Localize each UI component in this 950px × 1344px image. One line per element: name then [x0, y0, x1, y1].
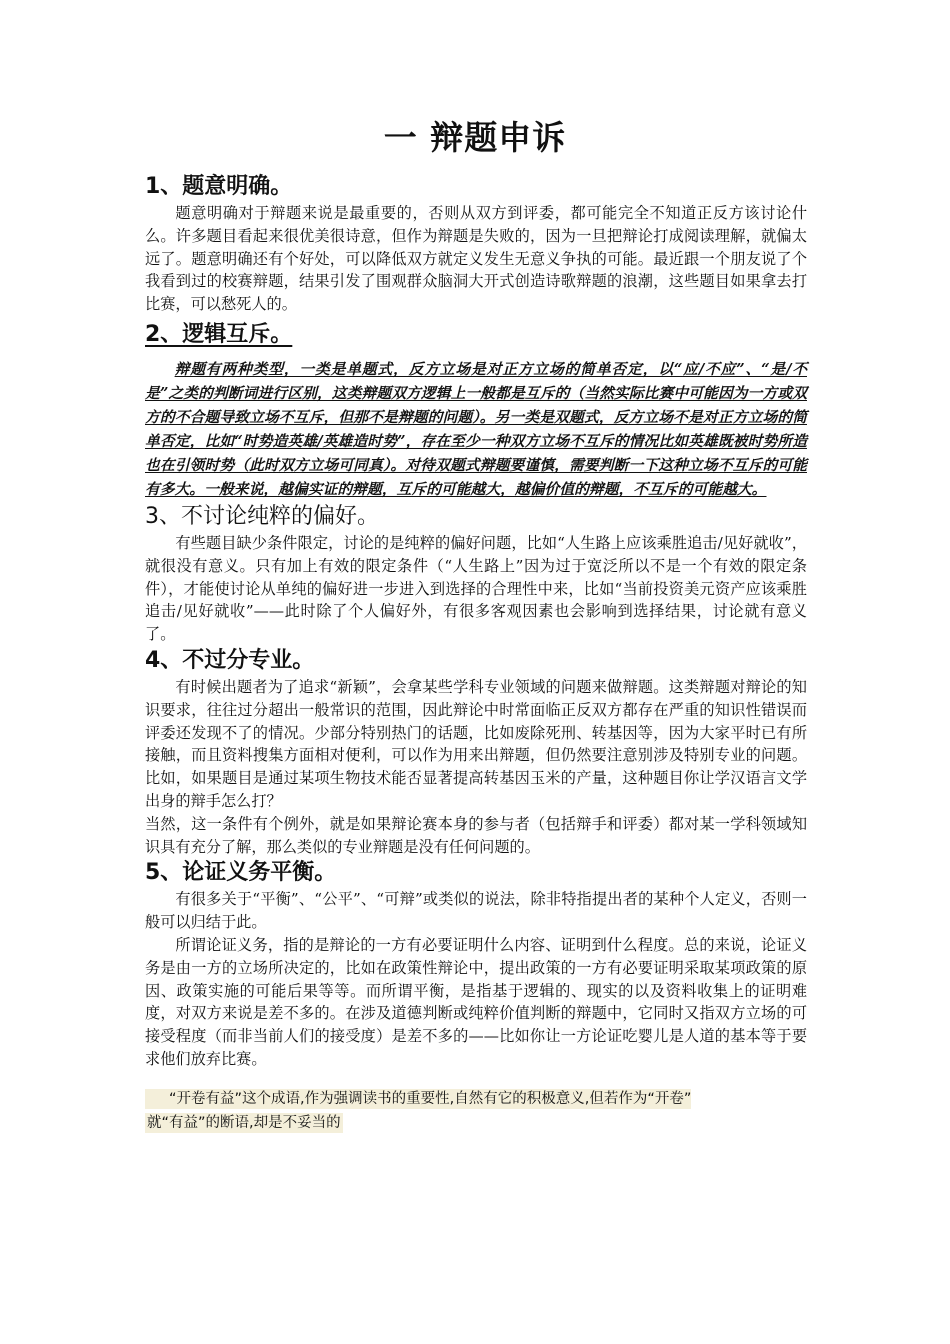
- paragraph: 当然，这一条件有个例外，就是如果辩论赛本身的参与者（包括辩手和评委）都对某一学科领域知识具有充分了解，那么类似的专业辩题是没有任何问题的。: [145, 814, 807, 856]
- paragraph: 有很多关于“平衡”、“公平”、“可辩”或类似的说法，除非特指提出者的某种个人定义，否则一般可以归结于此。: [145, 890, 807, 932]
- paragraph: 有时候出题者为了追求“新颖”，会拿某些学科专业领域的问题来做辩题。这类辩题对辩论的知识要求，往往过分超出一般常识的范围，因此辩论中时常面临正反双方都存在严重的知识性错误而评委还发现不了的情况。少部分特别热门的话题，比如废除死刑、转基因等，因为大家平时已有所接触，而且资料搜集方面相对便利，可以作为用来出辩题，但仍然要注意别涉及特别专业的问题。比如，如果题目是通过某项生物技术能否显著提高转基因玉米的产量，这种题目你让学汉语言文学出身的辩手怎么打？: [145, 677, 807, 810]
- paragraph: 有些题目缺少条件限定，讨论的是纯粹的偏好问题，比如“人生路上应该乘胜追击/见好就收”，就很没有意义。只有加上有效的限定条件（“人生路上”因为过于宽泛所以不是一个有效的限定条件），才能使讨论从单纯的偏好进一步进入到选择的合理性中来，比如“当前投资美元资产应该乘胜追击/见好就收”——此时除了个人偏好外，有很多客观因素也会影响到选择结果，讨论就有意义了。: [145, 533, 807, 644]
- paragraph: 题意明确对于辩题来说是最重要的，否则从双方到评委，都可能完全不知道正反方该讨论什么。许多题目看起来很优美很诗意，但作为辩题是失败的，因为一旦把辩论打成阅读理解，就偏太远了。题意明确还有个好处，可以降低双方就定义发生无意义争执的可能。最近跟一个朋友说了个我看到过的校赛辩题，结果引发了围观群众脑洞大开式创造诗歌辩题的浪潮，这些题目如果拿去打比赛，可以愁死人的。: [145, 204, 807, 314]
- page-title: 一 辩题申诉: [383, 118, 567, 157]
- section-heading: 5、论证义务平衡。: [145, 860, 337, 886]
- section-heading: 3、不讨论纯粹的偏好。: [145, 503, 379, 529]
- paragraph: 所谓论证义务，指的是辩论的一方有必要证明什么内容、证明到什么程度。总的来说，论证义务是由一方的立场所决定的，比如在政策性辩论中，提出政策的一方有必要证明采取某项政策的原因、政策实施的可能后果等等。而所谓平衡，是指基于逻辑的、现实的以及资料收集上的证明难度，对双方来说是差不多的。在涉及道德判断或纯粹价值判断的辩题中，它同时又指双方立场的可接受程度（而非当前人们的接受度）是差不多的——比如你让一方论证吃婴儿是人道的基本等于要求他们放弃比赛。: [145, 935, 807, 1068]
- section-5: [145, 858, 807, 1070]
- quote-line: 就“有益”的断语,却是不妥当的: [147, 1114, 341, 1131]
- section-4: [145, 646, 807, 858]
- quote-line: “开卷有益”这个成语,作为强调读书的重要性,自然有它的积极意义,但若作为“开卷”: [145, 1089, 691, 1109]
- section-1: [145, 172, 807, 316]
- highlighted-quote: [145, 1087, 807, 1135]
- section-3: [145, 502, 807, 646]
- paragraph: 辩题有两种类型，一类是单题式，反方立场是对正方立场的简单否定，以“应/不应”、“是/不是”之类的判断词进行区别，这类辩题双方逻辑上一般都是互斥的（当然实际比赛中可能因为一方或双方的不合题导致立场不互斥，但那不是辩题的问题）。另一类是双题式，反方立场不是对正方立场的简单否定，比如“时势造英雄/英雄造时势”，存在至少一种双方立场不互斥的情况比如英雄既被时势所造也在引领时势（此时双方立场可同真）。对待双题式辩题要谨慎，需要判断一下这种立场不互斥的可能有多大。一般来说，越偏实证的辩题，互斥的可能越大，越偏价值的辩题，不互斥的可能越大。: [145, 360, 807, 498]
- section-heading: 2、逻辑互斥。: [145, 321, 293, 347]
- section-heading: 4、不过分专业。: [145, 647, 315, 673]
- document-body: [145, 172, 807, 1135]
- section-2: [145, 320, 807, 502]
- section-heading: 1、题意明确。: [145, 174, 293, 199]
